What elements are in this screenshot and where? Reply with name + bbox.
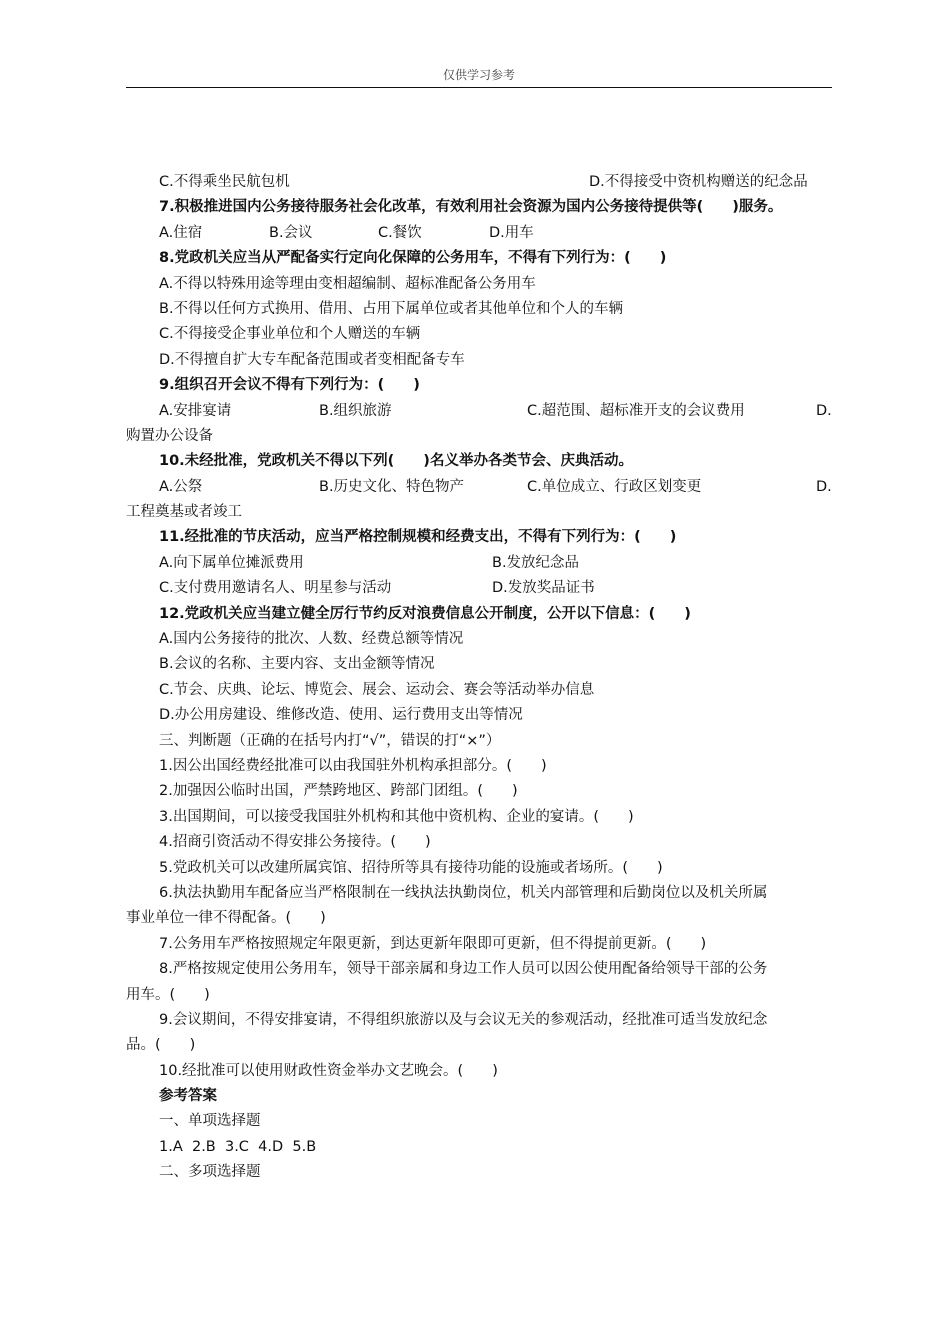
judge-8-cont: 用车。( ) [126,986,210,1003]
option-d: D.不得接受中资机构赠送的纪念品 [589,174,808,190]
option-c: C.不得乘坐民航包机 [159,174,290,190]
q6-options-cd [126,170,832,195]
option-d-prefix: D. [816,478,832,495]
option-c: C.单位成立、行政区划变更 [527,478,702,495]
q12-option-b: B.会议的名称、主要内容、支出金额等情况 [159,656,435,673]
option-c: C.支付费用邀请名人、明星参与活动 [159,580,392,597]
question-10: 10.未经批准，党政机关不得以下列( )名义举办各类节会、庆典活动。 [159,453,633,470]
judge-6: 6.执法执勤用车配备应当严格限制在一线执法执勤岗位，机关内部管理和后勤岗位以及机关所属 [159,884,768,901]
judge-6-cont: 事业单位一律不得配备。( ) [126,910,326,927]
option-d-prefix: D. [816,402,832,419]
judge-5: 5.党政机关可以改建所属宾馆、招待所等具有接待功能的设施或者场所。( ) [159,859,663,876]
section-1-heading: 一、单项选择题 [159,1113,261,1130]
judge-1: 1.因公出国经费经批准可以由我国驻外机构承担部分。( ) [159,757,547,774]
option-a: A.安排宴请 [159,402,232,419]
question-12: 12.党政机关应当建立健全厉行节约反对浪费信息公开制度，公开以下信息：( ) [159,605,691,622]
q11-options-ab [126,551,832,576]
q8-option-b: B.不得以任何方式换用、借用、占用下属单位或者其他单位和个人的车辆 [159,300,624,317]
q12-option-c: C.节会、庆典、论坛、博览会、展会、运动会、赛会等活动举办信息 [159,681,595,698]
option-d: D.用车 [489,224,534,241]
section-1-answers: 1.A 2.B 3.C 4.D 5.B [159,1138,317,1155]
option-b: B.组织旅游 [319,402,392,419]
section-3-heading: 三、判断题（正确的在括号内打“√”，错误的打“×”） [159,732,501,749]
section-2-heading: 二、多项选择题 [159,1164,261,1181]
question-8: 8.党政机关应当从严配备实行定向化保障的公务用车，不得有下列行为：( ) [159,250,667,267]
option-b: B.发放纪念品 [492,554,580,571]
q7-options [126,221,832,246]
answers-heading: 参考答案 [159,1088,217,1105]
option-c: C.餐饮 [378,224,422,241]
q8-option-d: D.不得擅自扩大专车配备范围或者变相配备专车 [159,351,465,368]
question-11: 11.经批准的节庆活动，应当严格控制规模和经费支出，不得有下列行为：( ) [159,529,677,546]
q9-options [126,399,832,424]
q11-options-cd [126,576,832,601]
page-header [126,68,832,88]
judge-7: 7.公务用车严格按照规定年限更新，到达更新年限即可更新，但不得提前更新。( ) [159,935,707,952]
judge-4: 4.招商引资活动不得安排公务接待。( ) [159,834,431,851]
header-title: 仅供学习参考 [442,68,515,82]
q10-options [126,475,832,500]
judge-3: 3.出国期间，可以接受我国驻外机构和其他中资机构、企业的宴请。( ) [159,808,634,825]
option-a: A.住宿 [159,224,203,241]
option-a: A.向下属单位摊派费用 [159,554,304,571]
judge-2: 2.加强因公临时出国，严禁跨地区、跨部门团组。( ) [159,783,518,800]
document-body [126,170,832,1186]
q12-option-a: A.国内公务接待的批次、人数、经费总额等情况 [159,631,464,648]
q9-option-d-cont: 购置办公设备 [126,427,213,444]
q8-option-c: C.不得接受企事业单位和个人赠送的车辆 [159,326,421,343]
option-a: A.公祭 [159,478,203,495]
question-9: 9.组织召开会议不得有下列行为：( ) [159,377,420,394]
q10-option-d-cont: 工程奠基或者竣工 [126,504,242,521]
option-c: C.超范围、超标准开支的会议费用 [527,402,745,419]
judge-9-cont: 品。( ) [126,1037,196,1054]
question-7: 7.积极推进国内公务接待服务社会化改革，有效利用社会资源为国内公务接待提供等( )服务。 [159,199,783,216]
option-b: B.历史文化、特色物产 [319,478,465,495]
option-d: D.发放奖品证书 [492,580,595,597]
q8-option-a: A.不得以特殊用途等理由变相超编制、超标准配备公务用车 [159,275,536,292]
judge-9: 9.会议期间，不得安排宴请，不得组织旅游以及与会议无关的参观活动，经批准可适当发放纪念 [159,1011,768,1028]
q12-option-d: D.办公用房建设、维修改造、使用、运行费用支出等情况 [159,707,523,724]
judge-8: 8.严格按规定使用公务用车，领导干部亲属和身边工作人员可以因公使用配备给领导干部的公务 [159,961,768,978]
judge-10: 10.经批准可以使用财政性资金举办文艺晚会。( ) [159,1062,498,1079]
option-b: B.会议 [269,224,313,241]
